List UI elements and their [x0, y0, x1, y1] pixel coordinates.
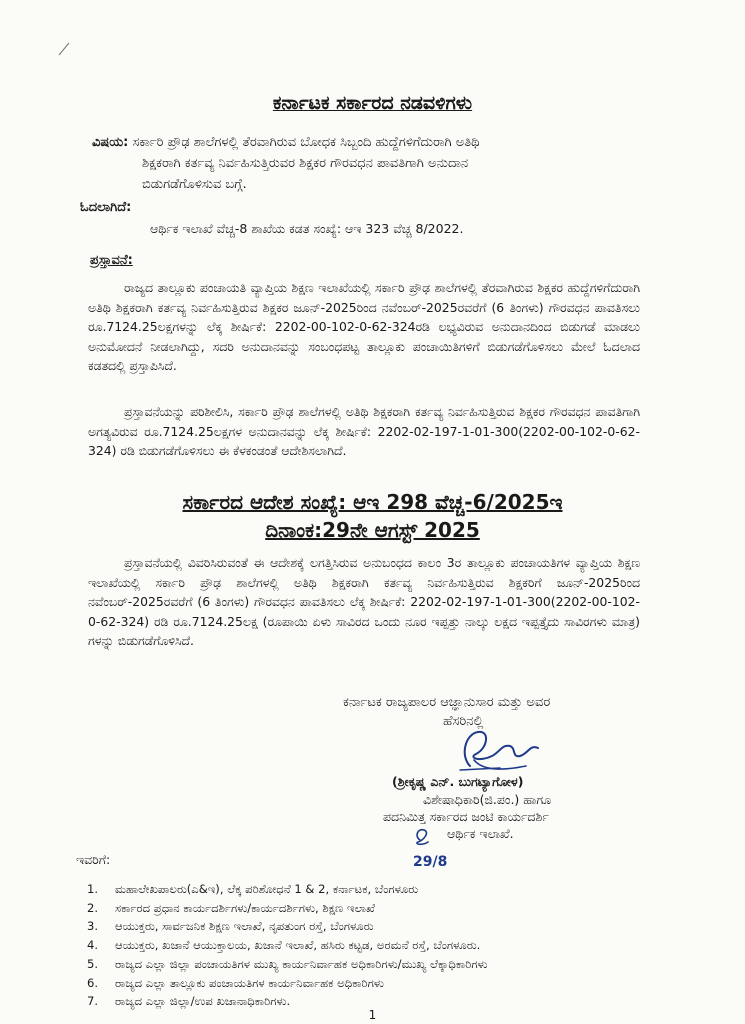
- list-item-text: ರಾಜ್ಯದ ಎಲ್ಲಾ ತಾಲ್ಲೂಕು ಪಂಚಾಯತಿಗಳ ಕಾರ್ಯನಿರ್ವಾಹಕ ಅಧಿಕಾರಿಗಳು: [115, 975, 384, 990]
- read-reference: ಆರ್ಥಿಕ ಇಲಾಖೆ ವೆಚ್ಚ-8 ಶಾಖೆಯ ಕಡತ ಸಂಖ್ಯೆ: ಆಇ 323 ವೆಚ್ಚ 8/2022.: [150, 221, 464, 236]
- subject-label: ವಿಷಯ:: [92, 135, 129, 150]
- preamble-paragraph-1: ರಾಜ್ಯದ ತಾಲ್ಲೂಕು ಪಂಚಾಯತಿ ವ್ಯಾಪ್ತಿಯ ಶಿಕ್ಷಣ ಇಲಾಖೆಯಲ್ಲಿ ಸರ್ಕಾರಿ ಪ್ರೌಢ ಶಾಲೆಗಳಲ್ಲಿ ತೆರವಾಗಿರುವ ಶಿಕ್ಷಕರ ಹುದ್ದೆಗಳಿಗೆದುರಾಗಿ ಅತಿಥಿ ಶಿಕ್ಷಕರಾಗಿ ಕರ್ತವ್ಯ ನಿರ್ವಹಿಸುತ್ತಿರುವ ಶಿಕ್ಷಕರ ಜೂನ್-2025ರಿಂದ ನವೆಂಬರ್-2025ರವರೆಗೆ (6 ತಿಂಗಳು) ಗೌರವಧನ ಪಾವತಿಸಲು ರೂ.7124.25ಲಕ್ಷಗಳನ್ನು ಲೆಕ್ಕ ಶೀರ್ಷಿಕೆ: 2202-00-102-0-62-324ರಡಿ ಲಭ್ಯವಿರುವ ಅನುದಾನದಿಂದ ಬಿಡುಗಡೆ ಮಾಡಲು ಅನುಮೋದನೆ ನೀಡಲಾಗಿದ್ದು, ಸದರಿ ಅನುದಾನವನ್ನು ಸಂಬಂಧಪಟ್ಟ ತಾಲ್ಲೂಕು ಪಂಚಾಯಿತಿಗಳಿಗೆ ಬಿಡುಗಡೆಗೊಳಿಸಲು ಮೇಲೆ ಓದಲಾದ ಕಡತದಲ್ಲಿ ಪ್ರಸ್ತಾಪಿಸಿದೆ.: [88, 280, 640, 373]
- order-date: ದಿನಾಂಕ:29ನೇ ಆಗಸ್ಟ್ 2025: [265, 518, 480, 542]
- preamble-paragraph-2: ಪ್ರಸ್ತಾವನೆಯನ್ನು ಪರಿಶೀಲಿಸಿ, ಸರ್ಕಾರಿ ಪ್ರೌಢ ಶಾಲೆಗಳಲ್ಲಿ ಅತಿಥಿ ಶಿಕ್ಷಕರಾಗಿ ಕರ್ತವ್ಯ ನಿರ್ವಹಿಸುತ್ತಿರುವ ಶಿಕ್ಷಕರ ಗೌರವಧನ ಪಾವತಿಗಾಗಿ ಅಗತ್ಯವಿರುವ ರೂ.7124.25ಲಕ್ಷಗಳ ಅನುದಾನವನ್ನು ಲೆಕ್ಕ ಶೀರ್ಷಿಕೆ: 2202-02-197-1-01-300(2202-00-102-0-62-324) ರಡಿ ಬಿಡುಗಡೆಗೊಳಿಸಲು ಈ ಕೆಳಕಂಡಂತೆ ಆದೇಶಿಸಲಾಗಿದೆ.: [88, 404, 640, 458]
- by-order-line-2: ಹೆಸರಿನಲ್ಲಿ: [443, 714, 484, 729]
- handwritten-initial-date: [410, 826, 450, 872]
- handwritten-signature: [440, 726, 550, 778]
- list-item: [87, 936, 687, 955]
- page-number: 1: [368, 1008, 377, 1022]
- list-item-text: ರಾಜ್ಯದ ಎಲ್ಲಾ ಜಿಲ್ಲಾ/ಉಪ ಖಜಾನಾಧಿಕಾರಿಗಳು.: [115, 994, 291, 1009]
- list-item-text: ಸರ್ಕಾರದ ಪ್ರಧಾನ ಕಾರ್ಯದರ್ಶಿಗಳು/ಕಾರ್ಯದರ್ಶಿಗಳು, ಶಿಕ್ಷಣ ಇಲಾಖೆ: [115, 900, 375, 915]
- order-body: ಪ್ರಸ್ತಾವನೆಯಲ್ಲಿ ವಿವರಿಸಿರುವಂತೆ ಈ ಆದೇಶಕ್ಕೆ ಲಗತ್ತಿಸಿರುವ ಅನುಬಂಧದ ಕಾಲಂ 3ರ ತಾಲ್ಲೂಕು ಪಂಚಾಯತಿಗಳ ವ್ಯಾಪ್ತಿಯ ಶಿಕ್ಷಣ ಇಲಾಖೆಯಲ್ಲಿ ಸರ್ಕಾರಿ ಪ್ರೌಢ ಶಾಲೆಗಳಲ್ಲಿ ಅತಿಥಿ ಶಿಕ್ಷಕರಾಗಿ ಕರ್ತವ್ಯ ನಿರ್ವಹಿಸುತ್ತಿರುವ ಶಿಕ್ಷಕರಿಗೆ ಜೂನ್-2025ರಿಂದ ನವೆಂಬರ್-2025ರವರೆಗೆ (6 ತಿಂಗಳು) ಗೌರವಧನ ಪಾವತಿಸಲು ಲೆಕ್ಕ ಶೀರ್ಷಿಕೆ: 2202-02-197-1-01-300(2202-00-102-0-62-324) ರಡಿ ರೂ.7124.25ಲಕ್ಷ (ರೂಪಾಯಿ ಏಳು ಸಾವಿರದ ಒಂದು ನೂರ ಇಪ್ಪತ್ತು ನಾಲ್ಕು ಲಕ್ಷದ ಇಪ್ಪತ್ತೈದು ಸಾವಿರಗಳು ಮಾತ್ರ) ಗಳನ್ನು ಬಿಡುಗಡೆಗೊಳಿಸಿದೆ.: [88, 555, 640, 648]
- order-number: ಸರ್ಕಾರದ ಆದೇಶ ಸಂಖ್ಯೆ: ಆಇ 298 ವೆಚ್ಚ-6/2025ಇ: [182, 490, 563, 514]
- list-item-number: 5.: [87, 956, 99, 971]
- copy-to-list: [87, 880, 687, 1011]
- copy-to-label: ಇವರಿಗೆ:: [76, 852, 111, 867]
- initial-date-text: 29/8: [413, 854, 448, 870]
- list-item-number: 2.: [87, 900, 99, 915]
- list-item: [87, 899, 687, 918]
- subject-line-3: ಬಿಡುಗಡೆಗೊಳಿಸುವ ಬಗ್ಗೆ.: [142, 177, 247, 192]
- list-item-text: ಆಯುಕ್ತರು, ಖಜಾನೆ ಆಯುಕ್ತಾಲಯ, ಖಜಾನೆ ಇಲಾಖೆ, ಹಸಿರು ಕಟ್ಟಡ, ಅರಮನೆ ರಸ್ತೆ, ಬೆಂಗಳೂರು.: [115, 938, 481, 953]
- subject-line-2: ಶಿಕ್ಷಕರಾಗಿ ಕರ್ತವ್ಯ ನಿರ್ವಹಿಸುತ್ತಿರುವರ ಶಿಕ್ಷಕರ ಗೌರವಧನ ಪಾವತಿಗಾಗಿ ಅನುದಾನ: [142, 156, 469, 171]
- list-item-text: ಮಹಾಲೇಖಪಾಲರು(ಎ&ಇ), ಲೆಕ್ಕ ಪರಿಶೋಧನೆ 1 & 2, ಕರ್ನಾಟಕ, ಬೆಂಗಳೂರು: [115, 882, 419, 896]
- document-title: ಕರ್ನಾಟಕ ಸರ್ಕಾರದ ನಡವಳಿಗಳು: [272, 92, 473, 114]
- list-item-number: 3.: [87, 919, 99, 934]
- signatory-designation-1: ವಿಶೇಷಾಧಿಕಾರಿ(ಜಿ.ಪಂ.) ಹಾಗೂ: [423, 792, 552, 807]
- list-item: [87, 955, 687, 974]
- read-label: ಓದಲಾಗಿದೆ:: [80, 200, 132, 215]
- subject-block: [92, 132, 652, 195]
- list-item-number: 6.: [87, 975, 99, 990]
- list-item-text: ಆಯುಕ್ತರು, ಸಾರ್ವಜನಿಕ ಶಿಕ್ಷಣ ಇಲಾಖೆ, ನೃಪತುಂಗ ರಸ್ತೆ, ಬೆಂಗಳೂರು: [115, 919, 374, 934]
- list-item-number: 7.: [87, 994, 99, 1009]
- signatory-designation-3: ಆರ್ಥಿಕ ಇಲಾಖೆ.: [447, 826, 514, 841]
- list-item-text: ರಾಜ್ಯದ ಎಲ್ಲಾ ಜಿಲ್ಲಾ ಪಂಚಾಯತಿಗಳ ಮುಖ್ಯ ಕಾರ್ಯನಿರ್ವಾಹಕ ಅಧಿಕಾರಿಗಳು/ಮುಖ್ಯ ಲೆಕ್ಕಾಧಿಕಾರಿಗಳು: [115, 956, 488, 971]
- list-item-number: 4.: [87, 938, 99, 953]
- stray-pen-mark: [58, 42, 70, 56]
- list-item: [87, 880, 687, 899]
- signatory-name: (ಶ್ರೀಕೃಷ್ಣ ಎನ್. ಬುಗಟ್ಯಾಗೋಳ): [392, 774, 524, 789]
- preamble-label: ಪ್ರಸ್ತಾವನೆ:: [90, 253, 133, 268]
- signatory-designation-2: ಪದನಿಮಿತ್ತ ಸರ್ಕಾರದ ಜಂಟಿ ಕಾರ್ಯದರ್ಶಿ: [383, 809, 549, 824]
- list-item: [87, 974, 687, 993]
- list-item-number: 1.: [87, 882, 99, 896]
- by-order-line-1: ಕರ್ನಾಟಕ ರಾಜ್ಯಪಾಲರ ಆಜ್ಞಾನುಸಾರ ಮತ್ತು ಅವರ: [343, 695, 551, 710]
- list-item: [87, 917, 687, 936]
- subject-line-1: ಸರ್ಕಾರಿ ಪ್ರೌಢ ಶಾಲೆಗಳಲ್ಲಿ ತೆರವಾಗಿರುವ ಬೋಧಕ ಸಿಬ್ಬಂದಿ ಹುದ್ದೆಗಳಿಗೆದುರಾಗಿ ಅತಿಥಿ: [132, 135, 480, 150]
